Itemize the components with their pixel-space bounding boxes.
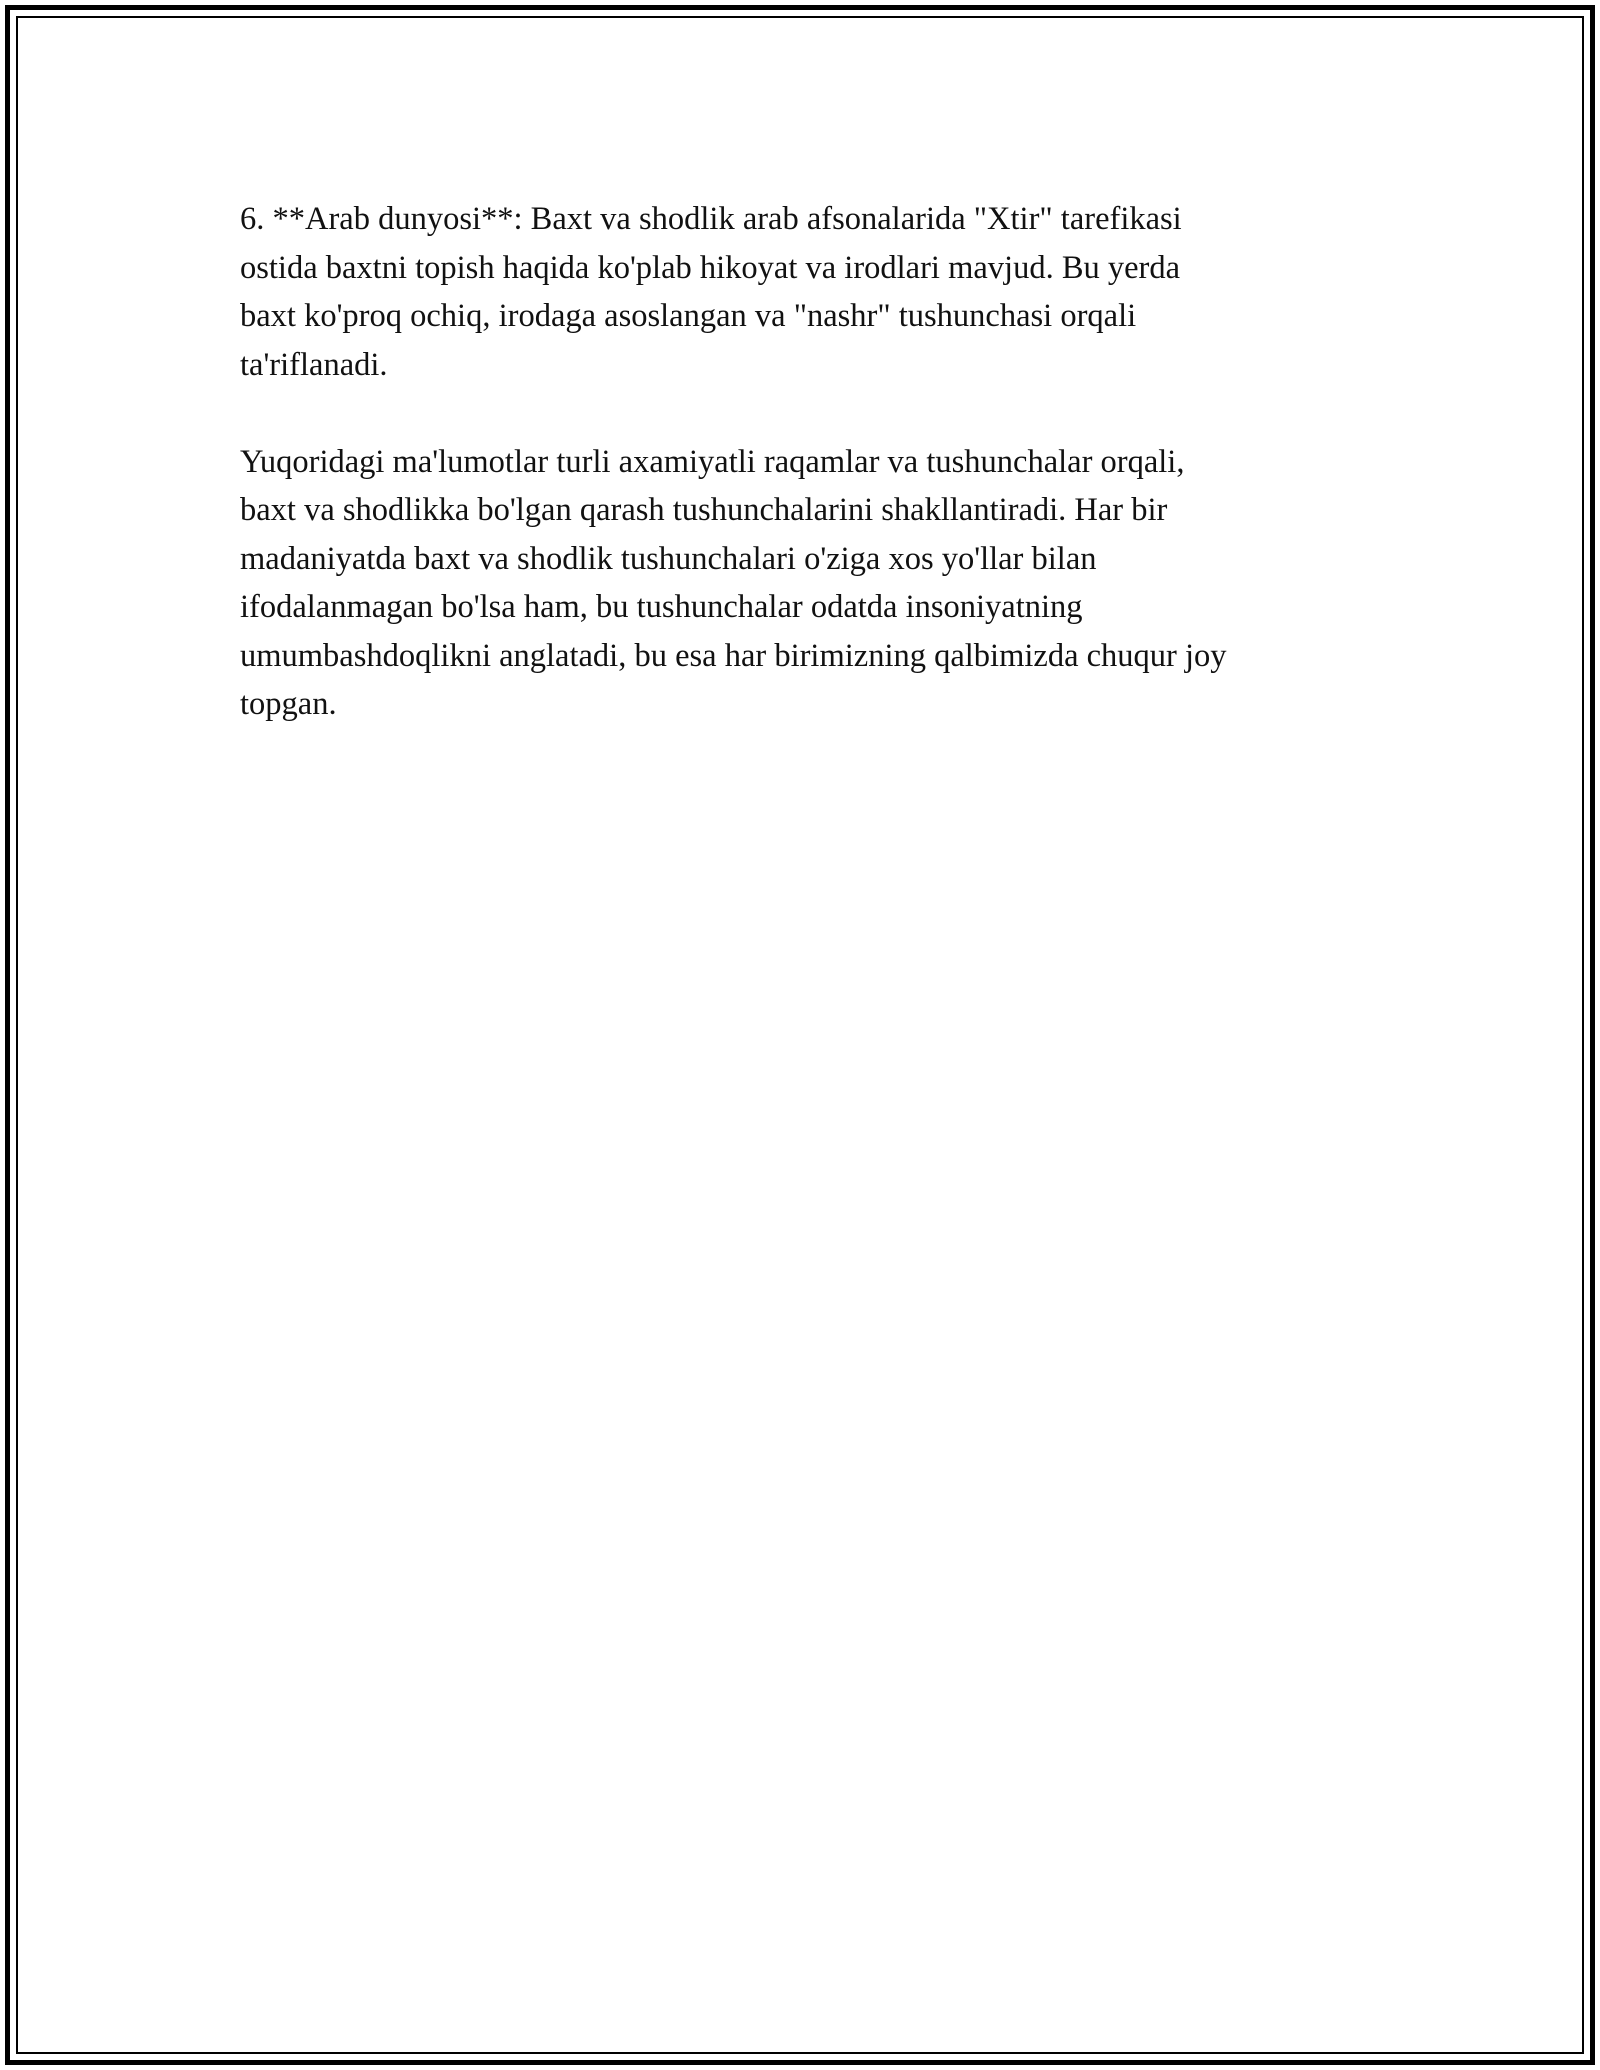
paragraph-line: 6. **Arab dunyosi**: Baxt va shodlik arab afsonalarida "Xtir" tarefikasi: [240, 201, 1182, 237]
paragraph-line: topgan.: [240, 686, 337, 722]
page-border-outer: [5, 5, 1595, 2065]
paragraph-line: baxt ko'proq ochiq, irodaga asoslangan va "nashr" tushunchasi orqali: [240, 298, 1137, 334]
paragraph-line: Yuqoridagi ma'lumotlar turli axamiyatli raqamlar va tushunchalar orqali,: [240, 443, 1185, 480]
paragraph-line: umumbashdoqlikni anglatadi, bu esa har birimizning qalbimizda chuqur joy: [240, 637, 1227, 674]
paragraph-line: ifodalanmagan bo'lsa ham, bu tushunchalar odatda insoniyatning: [240, 589, 1083, 625]
paragraph-arab-world: [240, 195, 1380, 389]
paragraph-line: baxt va shodlikka bo'lgan qarash tushunchalarini shakllantiradi. Har bir: [240, 492, 1168, 528]
paragraph-line: ostida baxtni topish haqida ko'plab hikoyat va irodlari mavjud. Bu yerda: [240, 249, 1181, 286]
document-content: [240, 195, 1380, 777]
paragraph-line: ta'riflanadi.: [240, 346, 388, 383]
paragraph-line: madaniyatda baxt va shodlik tushunchalari o'ziga xos yo'llar bilan: [240, 540, 1097, 577]
paragraph-summary: [240, 438, 1380, 729]
